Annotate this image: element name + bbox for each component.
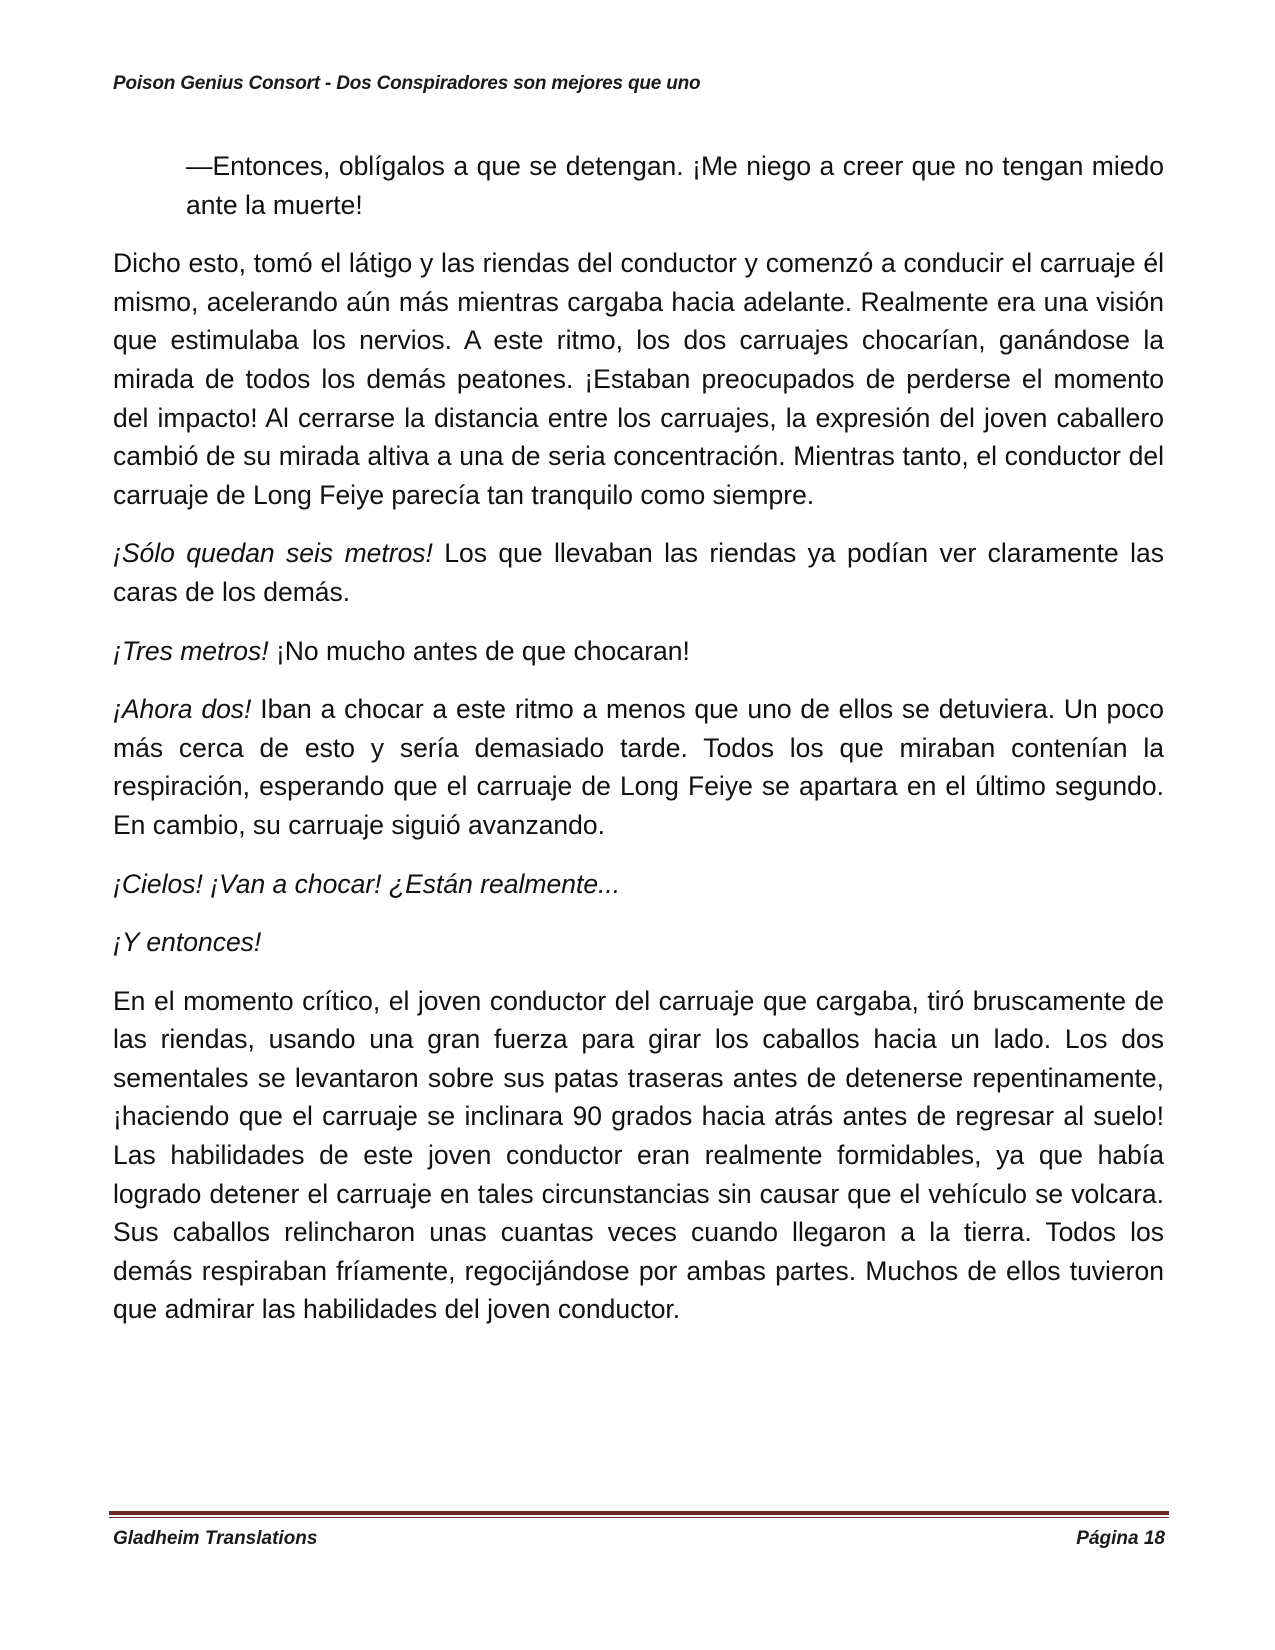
footer-translator: Gladheim Translations: [113, 1528, 318, 1549]
paragraph-dialogue: —Entonces, oblígalos a que se detengan. ¡Me niego a creer que no tengan miedo ante la muerte!: [186, 151, 1164, 220]
italic-text: ¡Sólo quedan seis metros!: [113, 538, 433, 569]
footer-divider-thin: [109, 1517, 1169, 1518]
paragraph: [113, 923, 1164, 962]
page-body: [113, 147, 1164, 1349]
paragraph: [113, 690, 1164, 844]
paragraph: En el momento crítico, el joven conductor del carruaje que cargaba, tiró bruscamente de las riendas, usando una gran fuerza para girar los caballos hacia un lado. Los dos sementales se levantaron sobre sus patas traseras antes de detenerse repentinamente, ¡haciendo que el carruaje se inclinara 90 grados hacia atrás antes de regresar al suelo! Las habilidades de este joven conductor eran realmente formidables, ya que había logrado detener el carruaje en tales circunstancias sin causar que el vehículo se volcara. Sus caballos relincharon unas cuantas veces cuando llegaron a la tierra. Todos los demás respiraban fríamente, regocijándose por ambas partes. Muchos de ellos tuvieron que admirar las habilidades del joven conductor.: [113, 985, 1164, 1325]
paragraph-text: ¡No mucho antes de que chocaran!: [268, 635, 690, 666]
footer-page-number: Página 18: [1076, 1528, 1165, 1549]
paragraph-text: Iban a chocar a este ritmo a menos que uno de ellos se detuviera. Un poco más cerca de esto y sería demasiado tarde. Todos los que miraban contenían la respiración, esperando que el carruaje de Long Feiye se apartara en el último segundo. En cambio, su carruaje siguió avanzando.: [113, 694, 1164, 840]
paragraph: [113, 632, 1164, 671]
page-header-title: Poison Genius Consort - Dos Conspiradores son mejores que uno: [113, 73, 701, 94]
italic-text: ¡Y entonces!: [113, 927, 262, 958]
italic-text: ¡Tres metros!: [113, 635, 269, 666]
paragraph: Dicho esto, tomó el látigo y las riendas del conductor y comenzó a conducir el carruaje él mismo, acelerando aún más mientras cargaba hacia adelante. Realmente era una visión que estimulaba los nervios. A este ritmo, los dos carruajes chocarían, ganándose la mirada de todos los demás peatones. ¡Estaban preocupados de perderse el momento del impacto! Al cerrarse la distancia entre los carruajes, la expresión del joven caballero cambió de su mirada altiva a una de seria concentración. Mientras tanto, el conductor del carruaje de Long Feiye parecía tan tranquilo como siempre.: [113, 248, 1164, 510]
footer-divider-thick: [109, 1511, 1169, 1515]
paragraph-text: Los que llevaban las riendas ya podían ver claramente las caras de los demás.: [113, 538, 1165, 607]
italic-text: ¡Cielos! ¡Van a chocar! ¿Están realmente...: [113, 868, 621, 899]
paragraph: [113, 865, 1164, 904]
paragraph: [113, 534, 1164, 611]
italic-text: ¡Ahora dos!: [113, 694, 252, 725]
